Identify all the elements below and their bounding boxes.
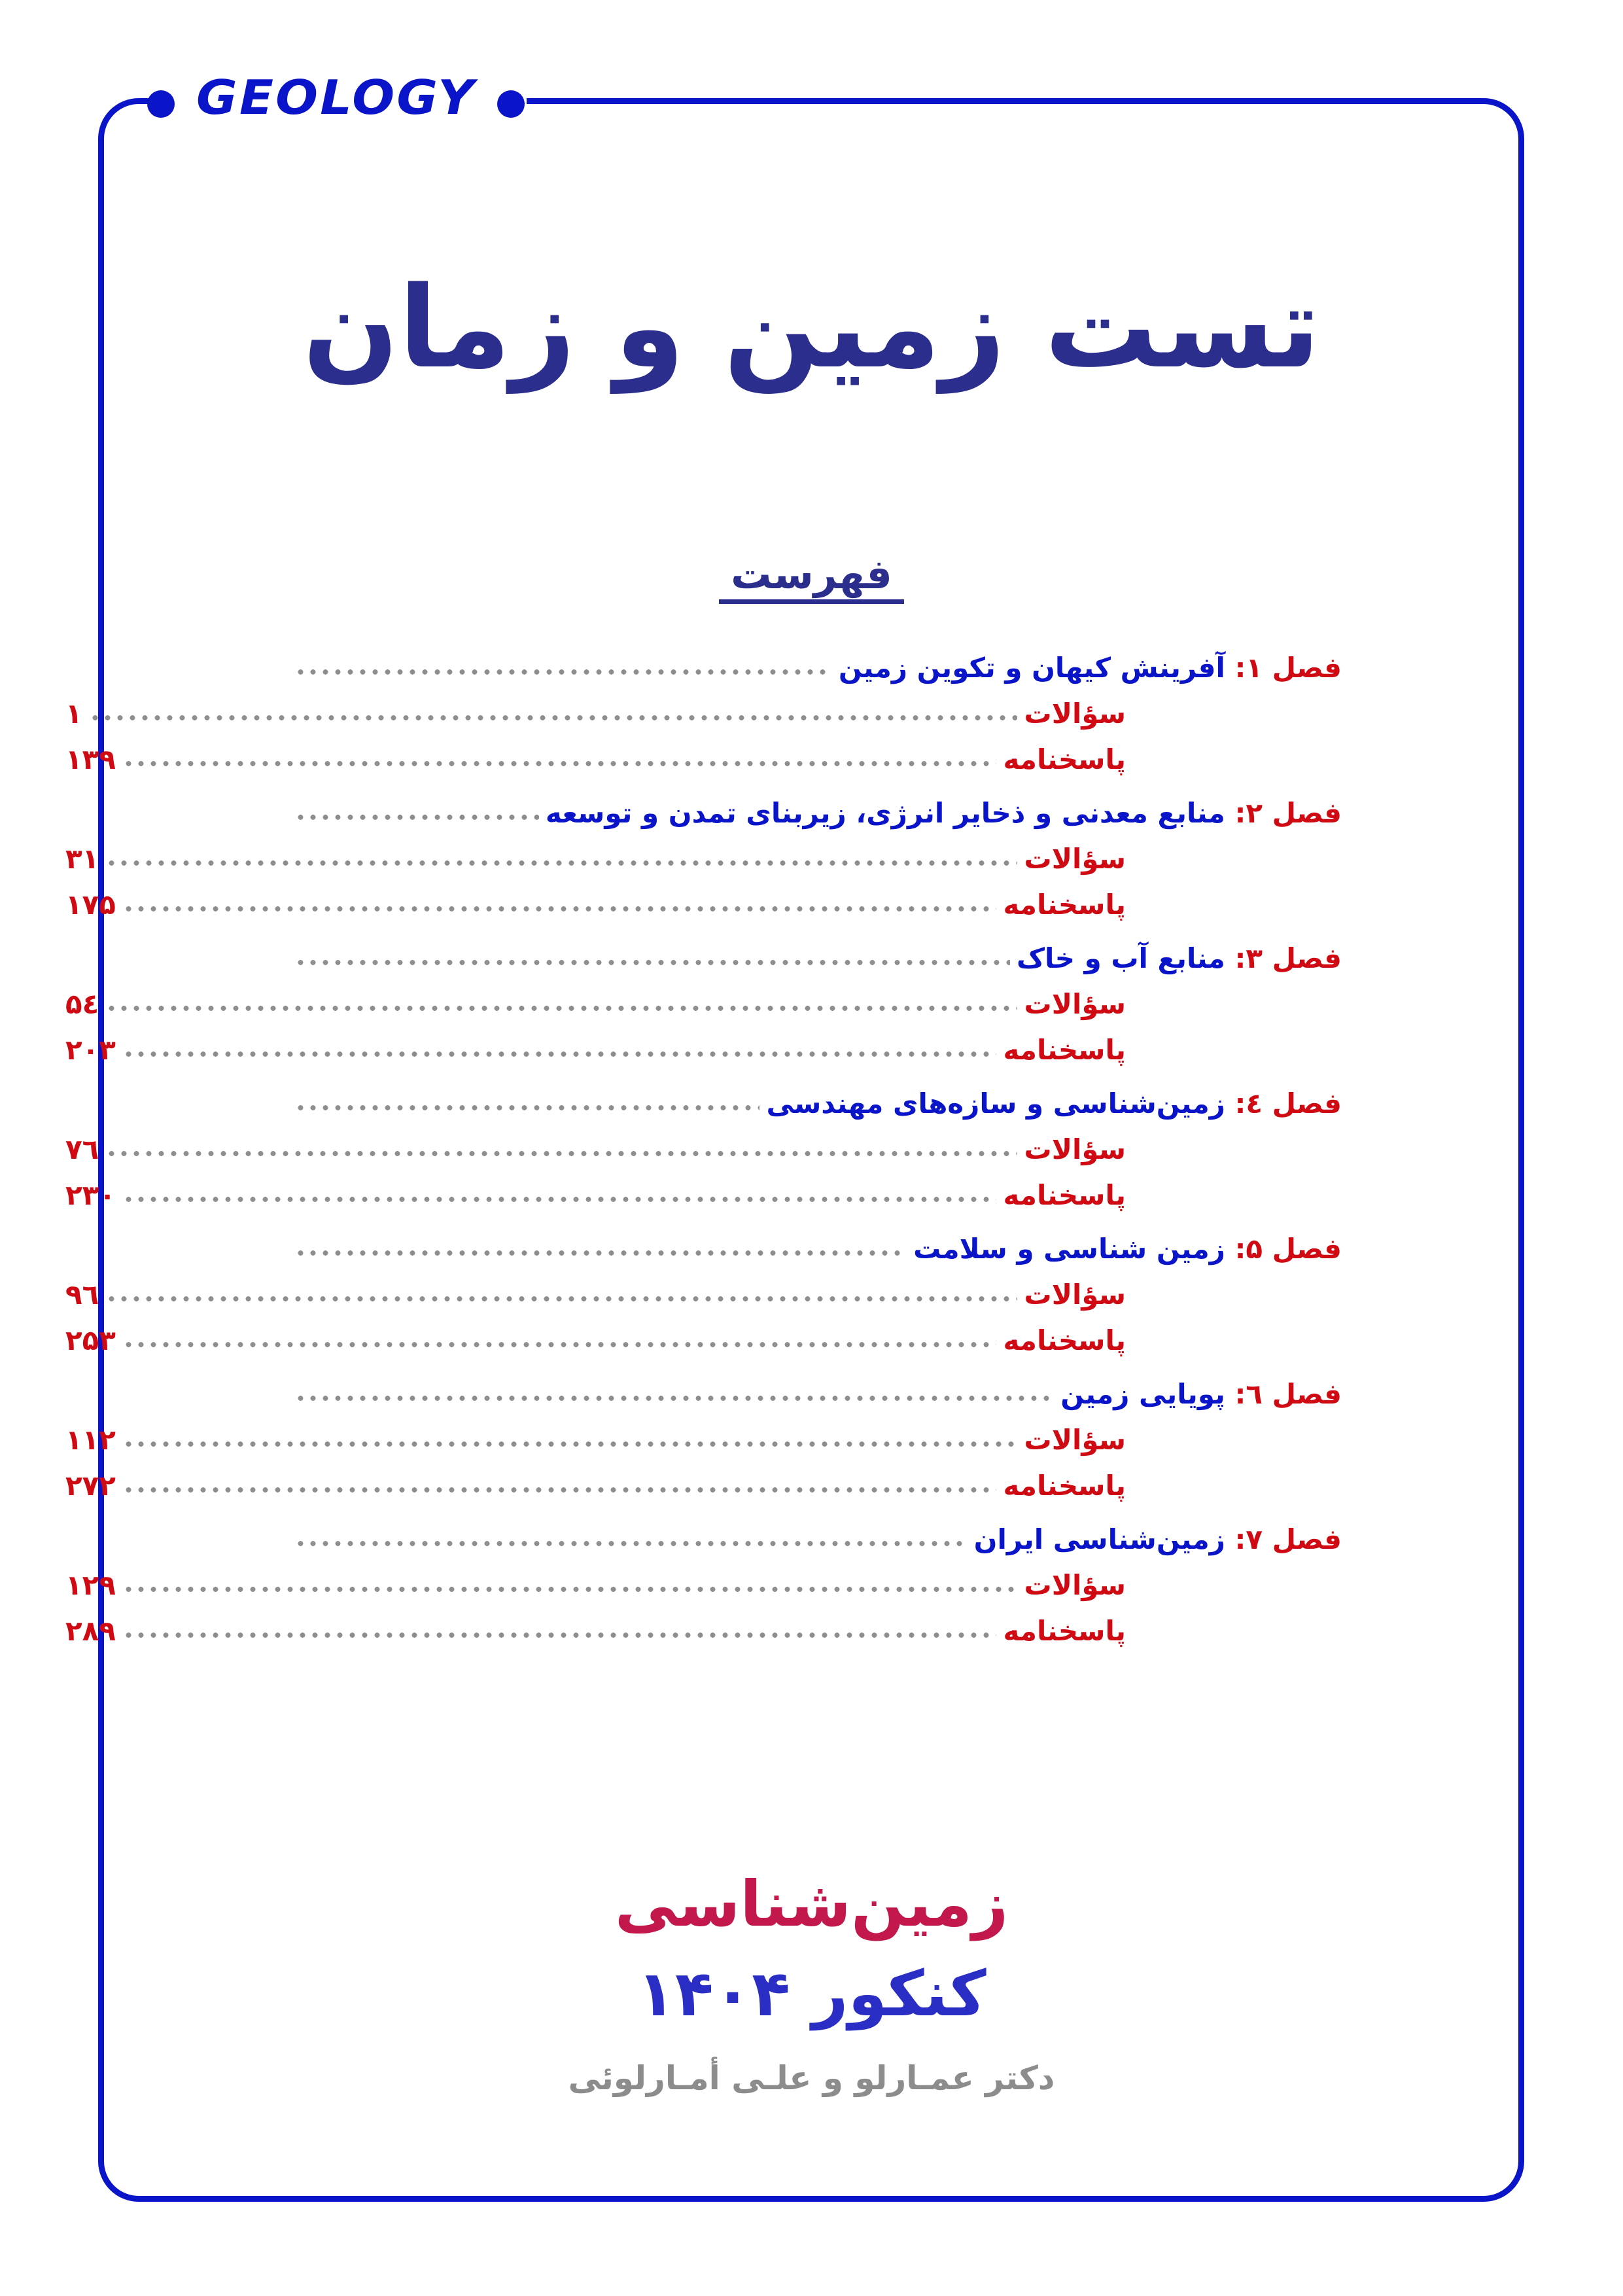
questions-label: سؤالات — [1024, 988, 1126, 1020]
brand-logo-geology: GEOLOGY — [196, 70, 476, 125]
questions-label: سؤالات — [1024, 1424, 1126, 1456]
chapter-label — [545, 797, 1342, 829]
dot-leader — [122, 1195, 997, 1204]
questions-label: سؤالات — [1024, 1133, 1126, 1165]
page-footer — [0, 1868, 1623, 2097]
chapter-label — [973, 1523, 1342, 1555]
toc-heading-text: فهرست — [719, 553, 904, 604]
chapter-label — [913, 1235, 1342, 1263]
questions-page-number: ۱ — [65, 698, 82, 730]
questions-page-number: ۷٦ — [65, 1133, 99, 1165]
chapter-number: فصل ٤: — [1234, 1087, 1342, 1120]
questions-page-number: ۵٤ — [65, 988, 99, 1020]
toc-questions-row[interactable] — [65, 988, 1342, 1020]
toc-answers-row[interactable] — [65, 1324, 1342, 1356]
answers-label: پاسخنامه — [1003, 889, 1126, 921]
chapter-number: فصل ۲: — [1234, 797, 1342, 829]
chapter-block — [65, 652, 1342, 775]
dot-leader — [122, 1585, 1018, 1594]
dot-leader — [294, 667, 832, 677]
answers-label: پاسخنامه — [1003, 1324, 1126, 1356]
answers-page-number: ۱۷۵ — [65, 889, 116, 921]
toc-heading — [0, 550, 1623, 604]
chapter-label — [766, 1087, 1342, 1120]
toc-questions-row[interactable] — [65, 845, 1342, 873]
chapter-block — [65, 1233, 1342, 1356]
questions-label: سؤالات — [1024, 1569, 1126, 1601]
chapter-block — [65, 1523, 1342, 1647]
toc-chapter-row[interactable] — [281, 1378, 1342, 1410]
dot-leader — [294, 1394, 1054, 1403]
answers-page-number: ۲۷۲ — [65, 1470, 116, 1502]
questions-page-number: ۱۲۹ — [65, 1569, 116, 1601]
chapter-block — [65, 1087, 1342, 1211]
toc-chapter-row[interactable] — [281, 797, 1342, 829]
chapter-number: فصل ۳: — [1234, 942, 1342, 974]
dot-leader — [122, 1485, 997, 1494]
answers-page-number: ۲۵۳ — [65, 1324, 116, 1356]
toc-questions-row[interactable] — [65, 1569, 1342, 1601]
chapter-label — [1060, 1378, 1342, 1410]
answers-page-number: ۱۳۹ — [65, 743, 116, 775]
dot-leader — [105, 1004, 1017, 1013]
questions-label: سؤالات — [1024, 1279, 1126, 1311]
footer-subject: زمین‌شناسی — [614, 1867, 1009, 1941]
dot-leader — [294, 958, 1010, 967]
toc-chapter-row[interactable] — [281, 1087, 1342, 1120]
dot-leader — [122, 1439, 1018, 1449]
chapter-title: زمین‌شناسی ایران — [973, 1523, 1225, 1555]
chapter-title: منابع معدنی و ذخایر انرژی، زیربنای تمدن و توسعه — [545, 797, 1225, 829]
chapter-label — [839, 654, 1342, 682]
toc-answers-row[interactable] — [65, 743, 1342, 775]
dot-leader — [105, 1294, 1017, 1303]
dot-leader — [89, 713, 1018, 722]
footer-authors: دکتر عمـارلو و علـی أمـارلوئی — [568, 2059, 1055, 2098]
dot-leader — [294, 813, 539, 822]
questions-page-number: ۱۱۲ — [65, 1424, 116, 1456]
toc-questions-row[interactable] — [65, 1133, 1342, 1165]
footer-exam: کنکور ۱۴۰۴ — [637, 1957, 986, 2031]
dot-leader — [122, 1631, 997, 1640]
toc-answers-row[interactable] — [65, 1472, 1342, 1500]
answers-label: پاسخنامه — [1003, 1470, 1126, 1502]
chapter-title: زمین شناسی و سلامت — [913, 1233, 1225, 1265]
answers-label: پاسخنامه — [1003, 1034, 1126, 1066]
chapter-number: فصل ٦: — [1234, 1378, 1342, 1410]
answers-page-number: ۲۰۳ — [65, 1034, 116, 1066]
toc-chapter-row[interactable] — [281, 654, 1342, 682]
dot-leader — [294, 1539, 968, 1548]
questions-page-number: ۳۱ — [65, 843, 99, 875]
answers-page-number: ۲۳۰ — [65, 1179, 116, 1211]
table-of-contents — [65, 652, 1342, 1671]
toc-chapter-row[interactable] — [281, 1235, 1342, 1263]
dot-leader — [122, 759, 997, 768]
answers-label: پاسخنامه — [1003, 1615, 1126, 1647]
answers-label: پاسخنامه — [1003, 743, 1126, 775]
toc-questions-row[interactable] — [65, 1281, 1342, 1309]
dot-leader — [122, 1340, 997, 1349]
toc-answers-row[interactable] — [65, 1179, 1342, 1211]
dot-leader — [294, 1103, 759, 1112]
questions-label: سؤالات — [1024, 698, 1126, 730]
toc-answers-row[interactable] — [65, 891, 1342, 919]
toc-answers-row[interactable] — [65, 1036, 1342, 1064]
chapter-label — [1016, 942, 1342, 974]
chapter-number: فصل ۷: — [1234, 1523, 1342, 1555]
toc-answers-row[interactable] — [65, 1617, 1342, 1645]
answers-page-number: ۲۸۹ — [65, 1615, 116, 1647]
chapter-title: آفرینش کیهان و تکوین زمین — [838, 652, 1225, 684]
chapter-number: فصل ۵: — [1234, 1233, 1342, 1265]
dot-leader — [122, 904, 997, 913]
questions-page-number: ۹٦ — [65, 1279, 99, 1311]
chapter-block — [65, 942, 1342, 1066]
questions-label: سؤالات — [1024, 843, 1126, 875]
toc-questions-row[interactable] — [65, 1426, 1342, 1454]
border-dot-right-icon — [497, 90, 525, 118]
chapter-number: فصل ۱: — [1234, 652, 1342, 684]
chapter-block — [65, 1378, 1342, 1502]
toc-chapter-row[interactable] — [281, 942, 1342, 974]
border-dot-left-icon — [147, 90, 175, 118]
chapter-title: زمین‌شناسی و سازه‌های مهندسی — [766, 1087, 1225, 1120]
answers-label: پاسخنامه — [1003, 1179, 1126, 1211]
dot-leader — [105, 858, 1017, 868]
page-title: تست زمین و زمان — [302, 262, 1321, 393]
dot-leader — [122, 1050, 997, 1059]
dot-leader — [294, 1248, 907, 1258]
toc-chapter-row[interactable] — [281, 1523, 1342, 1555]
chapter-title: پویایی زمین — [1060, 1378, 1225, 1410]
chapter-title: منابع آب و خاک — [1016, 942, 1225, 974]
dot-leader — [105, 1149, 1017, 1158]
toc-questions-row[interactable] — [65, 700, 1342, 728]
chapter-block — [65, 797, 1342, 921]
